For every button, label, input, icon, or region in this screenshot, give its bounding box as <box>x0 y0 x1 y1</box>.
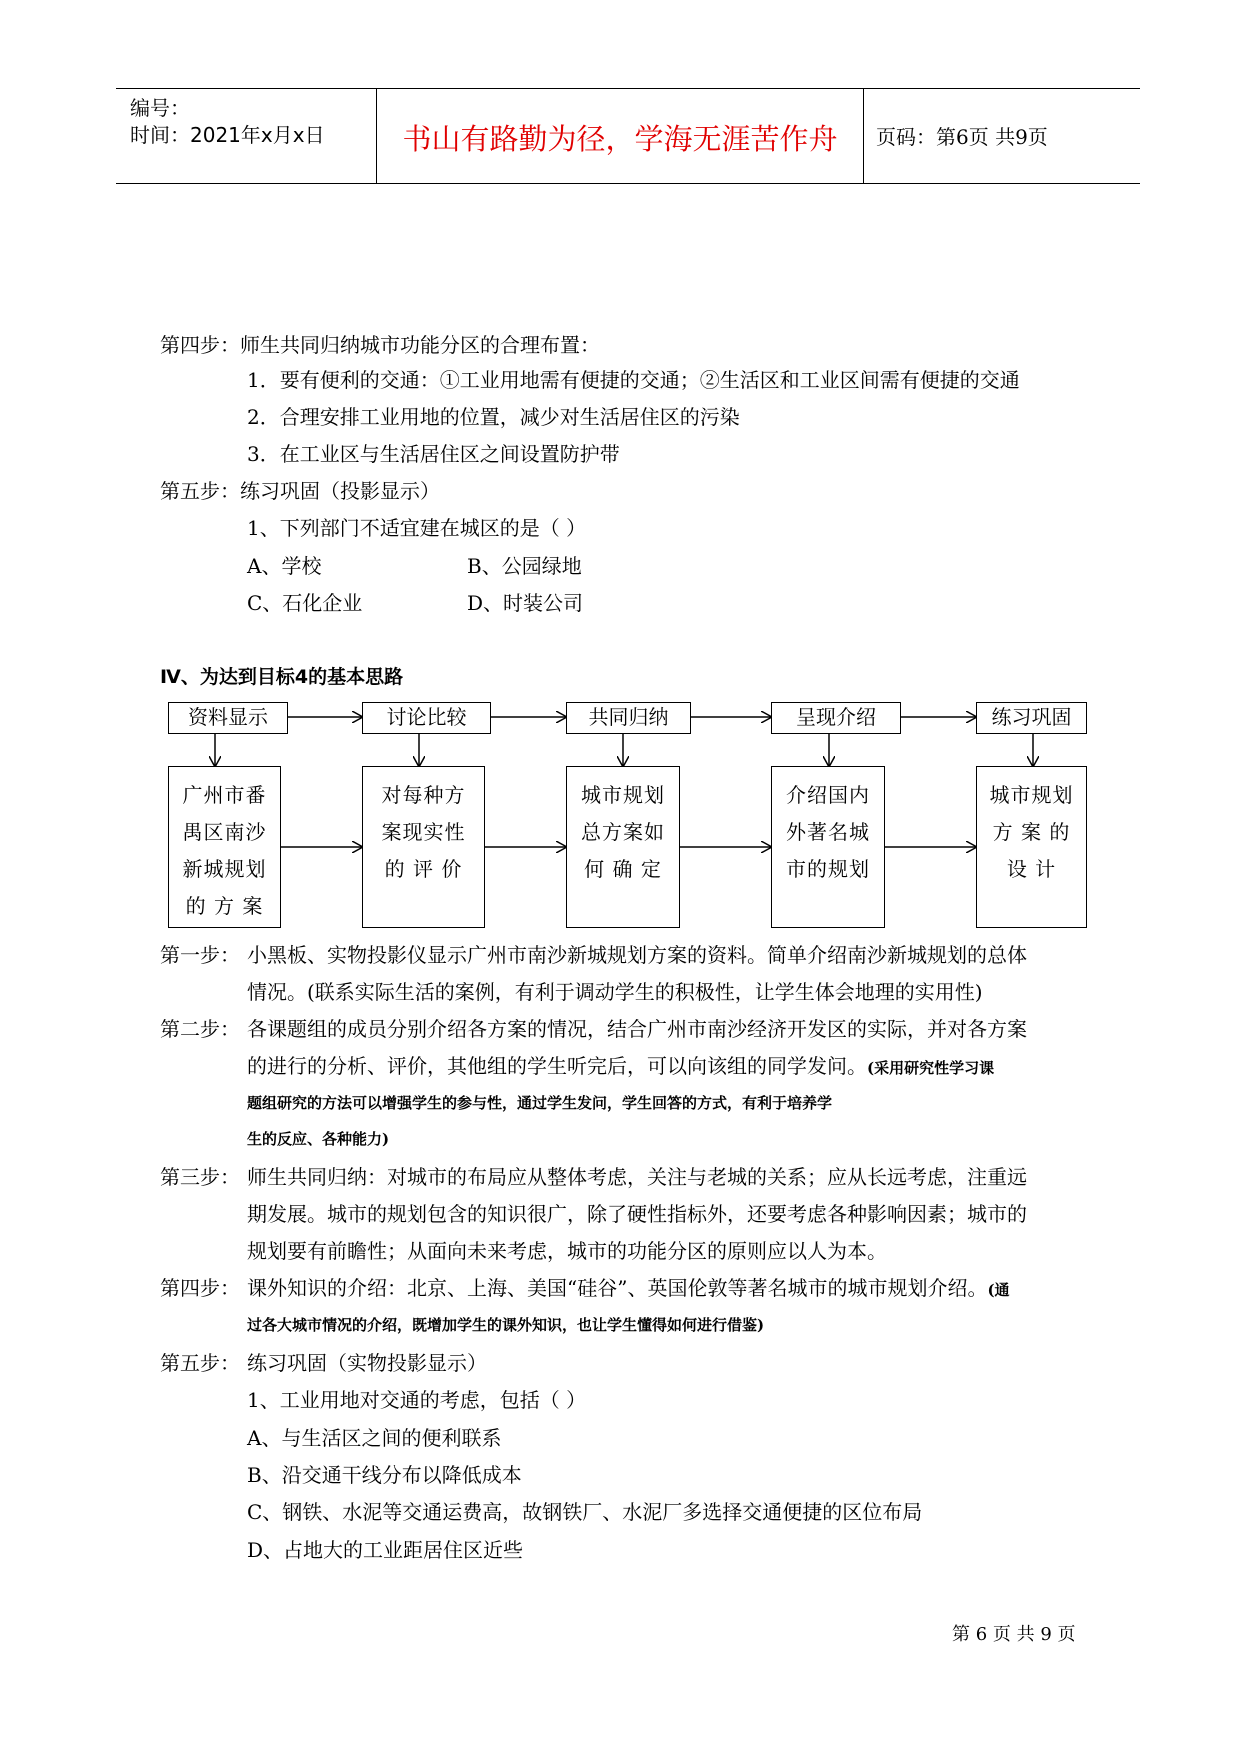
step2-note-line-2: 生的反应、各种能力) <box>247 1130 390 1148</box>
flow-box-bottom-2 <box>362 766 485 928</box>
flow-box-bottom-3-line: 何 确 定 <box>584 857 662 881</box>
motto-text: 书山有路勤为径，学海无涯苦作舟 <box>402 122 838 156</box>
step4b-line-1-text: 课外知识的介绍：北京、上海、美国“硅谷”、英国伦敦等著名城市的城市规划介绍。 <box>247 1276 988 1300</box>
step2-line-2 <box>247 1056 994 1076</box>
step3-label: 第三步： <box>160 1165 240 1189</box>
option-d: D、时装公司 <box>467 591 584 615</box>
step5b-line-1: 练习巩固（实物投影显示） <box>247 1351 487 1375</box>
step4b-note-line-1: 过各大城市情况的介绍，既增加学生的课外知识，也让学生懂得如何进行借鉴) <box>247 1316 765 1334</box>
flow-box-top-3: 共同归纳 <box>566 702 691 734</box>
question-1: 1、下列部门不适宜建在城区的是（ ） <box>247 516 587 540</box>
q2-option-b: B、沿交通干线分布以降低成本 <box>247 1463 522 1487</box>
doc-time-label: 时间：2021年x月x日 <box>130 123 325 147</box>
step2-note-line-1: 题组研究的方法可以增强学生的参与性，通过学生发问，学生回答的方式，有利于培养学 <box>247 1094 833 1112</box>
flow-box-bottom-3-line: 总方案如 <box>581 820 665 844</box>
option-c: C、石化企业 <box>247 591 363 615</box>
flow-box-bottom-4 <box>771 766 885 928</box>
step3-line-2: 期发展。城市的规划包含的知识很广，除了硬性指标外，还要考虑各种影响因素；城市的 <box>247 1202 1027 1226</box>
step4-item-1: 1．要有便利的交通：①工业用地需有便捷的交通；②生活区和工业区间需有便捷的交通 <box>247 368 1020 392</box>
flow-box-bottom-1-line: 新城规划 <box>182 857 267 881</box>
step2-note-start: (采用研究性学习课 <box>867 1059 995 1077</box>
step4-item-2: 2．合理安排工业用地的位置，减少对生活居住区的污染 <box>247 405 740 429</box>
step4b-line-1 <box>247 1278 1010 1298</box>
flow-box-bottom-4-line: 外著名城 <box>786 820 870 844</box>
question-2: 1、工业用地对交通的考虑，包括（ ） <box>247 1388 587 1412</box>
flow-box-bottom-2-line: 的 评 价 <box>384 857 463 881</box>
step2-line-2-text: 的进行的分析、评价，其他组的学生听完后，可以向该组的同学发问。 <box>247 1054 867 1078</box>
step2-line-1: 各课题组的成员分别介绍各方案的情况，结合广州市南沙经济开发区的实际，并对各方案 <box>247 1017 1027 1041</box>
flow-box-bottom-5-line: 城市规划 <box>989 783 1074 807</box>
step4-title: 第四步：师生共同归纳城市功能分区的合理布置： <box>160 333 600 357</box>
option-b: B、公园绿地 <box>467 554 582 578</box>
flow-box-top-1: 资料显示 <box>168 702 288 734</box>
flow-box-bottom-2-line: 对每种方 <box>381 783 466 807</box>
q2-option-d: D、占地大的工业距居住区近些 <box>247 1538 524 1562</box>
flow-box-top-2: 讨论比较 <box>362 702 491 734</box>
step1-label: 第一步： <box>160 943 240 967</box>
option-a: A、学校 <box>247 554 322 578</box>
step5b-label: 第五步： <box>160 1351 240 1375</box>
step1-line-2: 情况。(联系实际生活的案例，有利于调动学生的积极性，让学生体会地理的实用性) <box>247 980 983 1004</box>
step2-label: 第二步： <box>160 1017 240 1041</box>
step3-line-1: 师生共同归纳：对城市的布局应从整体考虑，关注与老城的关系；应从长远考虑，注重远 <box>247 1165 1027 1189</box>
flow-box-bottom-5-line: 方 案 的 <box>992 820 1071 844</box>
flow-box-top-4: 呈现介绍 <box>771 702 901 734</box>
step4b-label: 第四步： <box>160 1276 240 1300</box>
section4-heading: Ⅳ、为达到目标4的基本思路 <box>160 666 404 688</box>
step5-title: 第五步：练习巩固（投影显示） <box>160 479 440 503</box>
step4-item-3: 3．在工业区与生活居住区之间设置防护带 <box>247 442 620 466</box>
step3-line-3: 规划要有前瞻性；从面向未来考虑，城市的功能分区的原则应以人为本。 <box>247 1239 887 1263</box>
page-info: 页码：第6页 共9页 <box>876 125 1048 149</box>
flow-box-bottom-3 <box>566 766 680 928</box>
flow-box-bottom-1-line: 的 方 案 <box>185 894 264 918</box>
flow-box-bottom-1 <box>168 766 281 928</box>
step1-line-1: 小黑板、实物投影仪显示广州市南沙新城规划方案的资料。简单介绍南沙新城规划的总体 <box>247 943 1027 967</box>
flow-box-bottom-5 <box>976 766 1087 928</box>
step4b-note-start: (通 <box>987 1281 1010 1299</box>
flow-box-bottom-5-line: 设 计 <box>1006 857 1057 881</box>
flow-box-bottom-1-line: 广州市番 <box>182 783 267 807</box>
flow-box-bottom-3-line: 城市规划 <box>581 783 665 807</box>
page-footer: 第 6 页 共 9 页 <box>952 1624 1076 1645</box>
flow-box-bottom-4-line: 市的规划 <box>786 857 870 881</box>
flow-box-bottom-4-line: 介绍国内 <box>786 783 870 807</box>
flow-box-top-5: 练习巩固 <box>976 702 1087 734</box>
flow-box-bottom-1-line: 禺区南沙 <box>182 820 267 844</box>
q2-option-a: A、与生活区之间的便利联系 <box>247 1426 502 1450</box>
flow-box-bottom-2-line: 案现实性 <box>381 820 466 844</box>
doc-number-label: 编号： <box>130 96 190 120</box>
q2-option-c: C、钢铁、水泥等交通运费高，故钢铁厂、水泥厂多选择交通便捷的区位布局 <box>247 1500 923 1524</box>
